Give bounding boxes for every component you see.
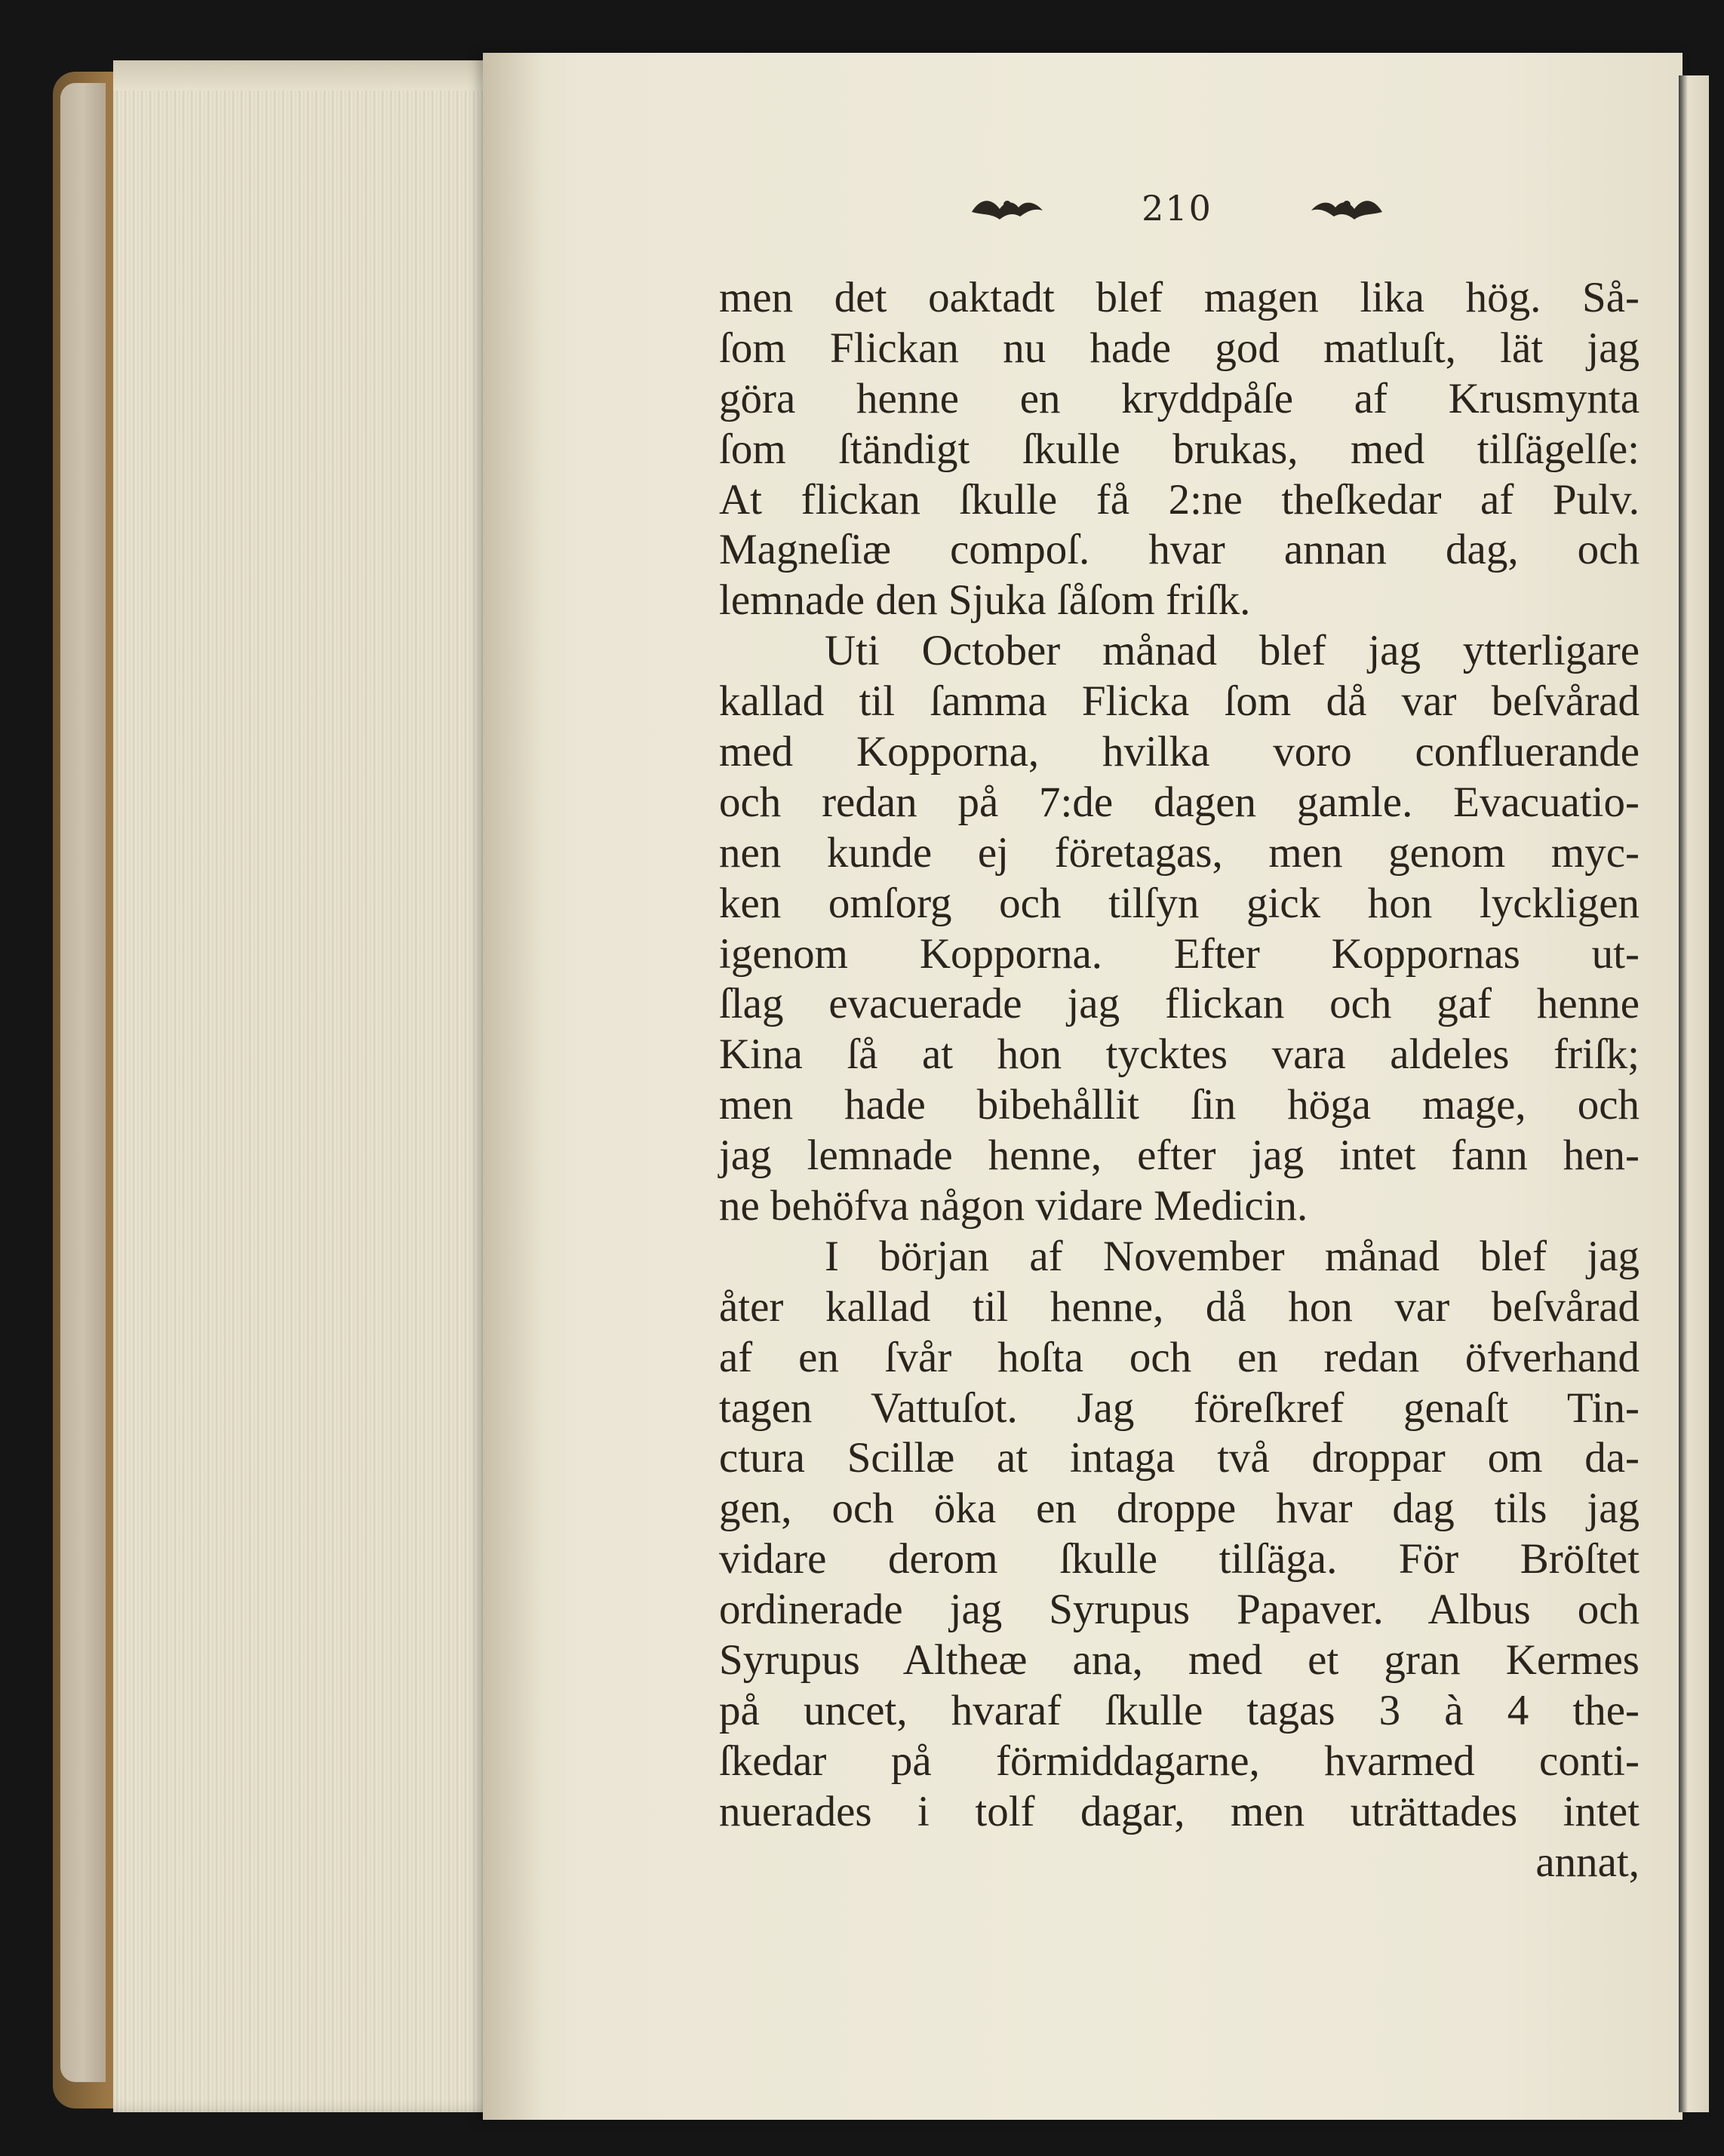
text-line: nen kunde ej företagas, men genom myc- bbox=[719, 828, 1639, 877]
text-line: Magneſiæ compoſ. hvar annan dag, och bbox=[719, 526, 1639, 574]
page-header bbox=[966, 178, 1388, 238]
page-number: 210 bbox=[1142, 188, 1212, 229]
text-line: med Kopporna, hvilka voro confluerande bbox=[719, 728, 1639, 776]
text-line: tagen Vattuſot. Jag föreſkref genaſt Tin- bbox=[719, 1384, 1639, 1432]
text-line: ken omſorg och tilſyn gick hon lyckligen bbox=[719, 879, 1639, 927]
text-line: och redan på 7:de dagen gamle. Evacuatio- bbox=[719, 778, 1639, 826]
text-line: göra henne en kryddpåſe af Krusmynta bbox=[719, 374, 1639, 422]
text-line: I början af November månad blef jag bbox=[825, 1232, 1639, 1280]
page-text bbox=[719, 273, 1639, 1888]
text-line: lemnade den Sjuka ſåſom friſk. bbox=[719, 576, 1251, 625]
left-ornament-icon bbox=[966, 189, 1049, 227]
text-line: ctura Scillæ at intaga två droppar om da- bbox=[719, 1434, 1639, 1482]
text-line: men hade bibehållit ſin höga mage, och bbox=[719, 1081, 1639, 1129]
gutter-shade bbox=[483, 53, 543, 2120]
cover-edge bbox=[60, 83, 106, 2082]
text-line: Kina ſå at hon tycktes vara aldeles friſk; bbox=[719, 1030, 1639, 1079]
text-line: igenom Kopporna. Efter Koppornas ut- bbox=[719, 929, 1639, 978]
text-line: ſom ſtändigt ſkulle brukas, med tilſägelſe: bbox=[719, 425, 1639, 473]
text-line: Uti October månad blef jag ytterligare bbox=[825, 627, 1639, 675]
text-line: ſlag evacuerade jag flickan och gaf henne bbox=[719, 980, 1639, 1028]
text-line: At flickan ſkulle få 2:ne theſkedar af Pulv. bbox=[719, 475, 1639, 524]
text-line: gen, och öka en droppe hvar dag tils jag bbox=[719, 1485, 1639, 1533]
text-line: ſom Flickan nu hade god matluſt, lät jag bbox=[719, 324, 1639, 372]
text-line: men det oaktadt blef magen lika hög. Så- bbox=[719, 274, 1639, 321]
text-line: af en ſvår hoſta och en redan öfverhand bbox=[719, 1333, 1639, 1381]
text-line: nuerades i tolf dagar, men uträttades intet bbox=[719, 1787, 1639, 1835]
page-stack bbox=[113, 60, 506, 2112]
text-line: jag lemnade henne, efter jag intet fann hen- bbox=[719, 1132, 1639, 1180]
text-line: vidare derom ſkulle tilſäga. För Bröſtet bbox=[719, 1535, 1639, 1583]
text-line: på uncet, hvaraf ſkulle tagas 3 à 4 the- bbox=[719, 1686, 1639, 1734]
text-line: ne behöfva någon vidare Medicin. bbox=[719, 1182, 1308, 1230]
text-line: åter kallad til henne, då hon var beſvårad bbox=[719, 1282, 1639, 1331]
text-line: ordinerade jag Syrupus Papaver. Albus och bbox=[719, 1586, 1639, 1634]
text-line: Syrupus Altheæ ana, med et gran Kermes bbox=[719, 1636, 1639, 1685]
text-line: kallad til ſamma Flicka ſom då var beſvårad bbox=[719, 677, 1639, 726]
text-line: ſkedar på förmiddagarne, hvarmed conti- bbox=[719, 1737, 1639, 1785]
next-page-edge bbox=[1679, 75, 1709, 2112]
catchword: annat, bbox=[1535, 1838, 1639, 1886]
page-stack-top bbox=[113, 60, 506, 91]
right-ornament-icon bbox=[1305, 189, 1388, 227]
